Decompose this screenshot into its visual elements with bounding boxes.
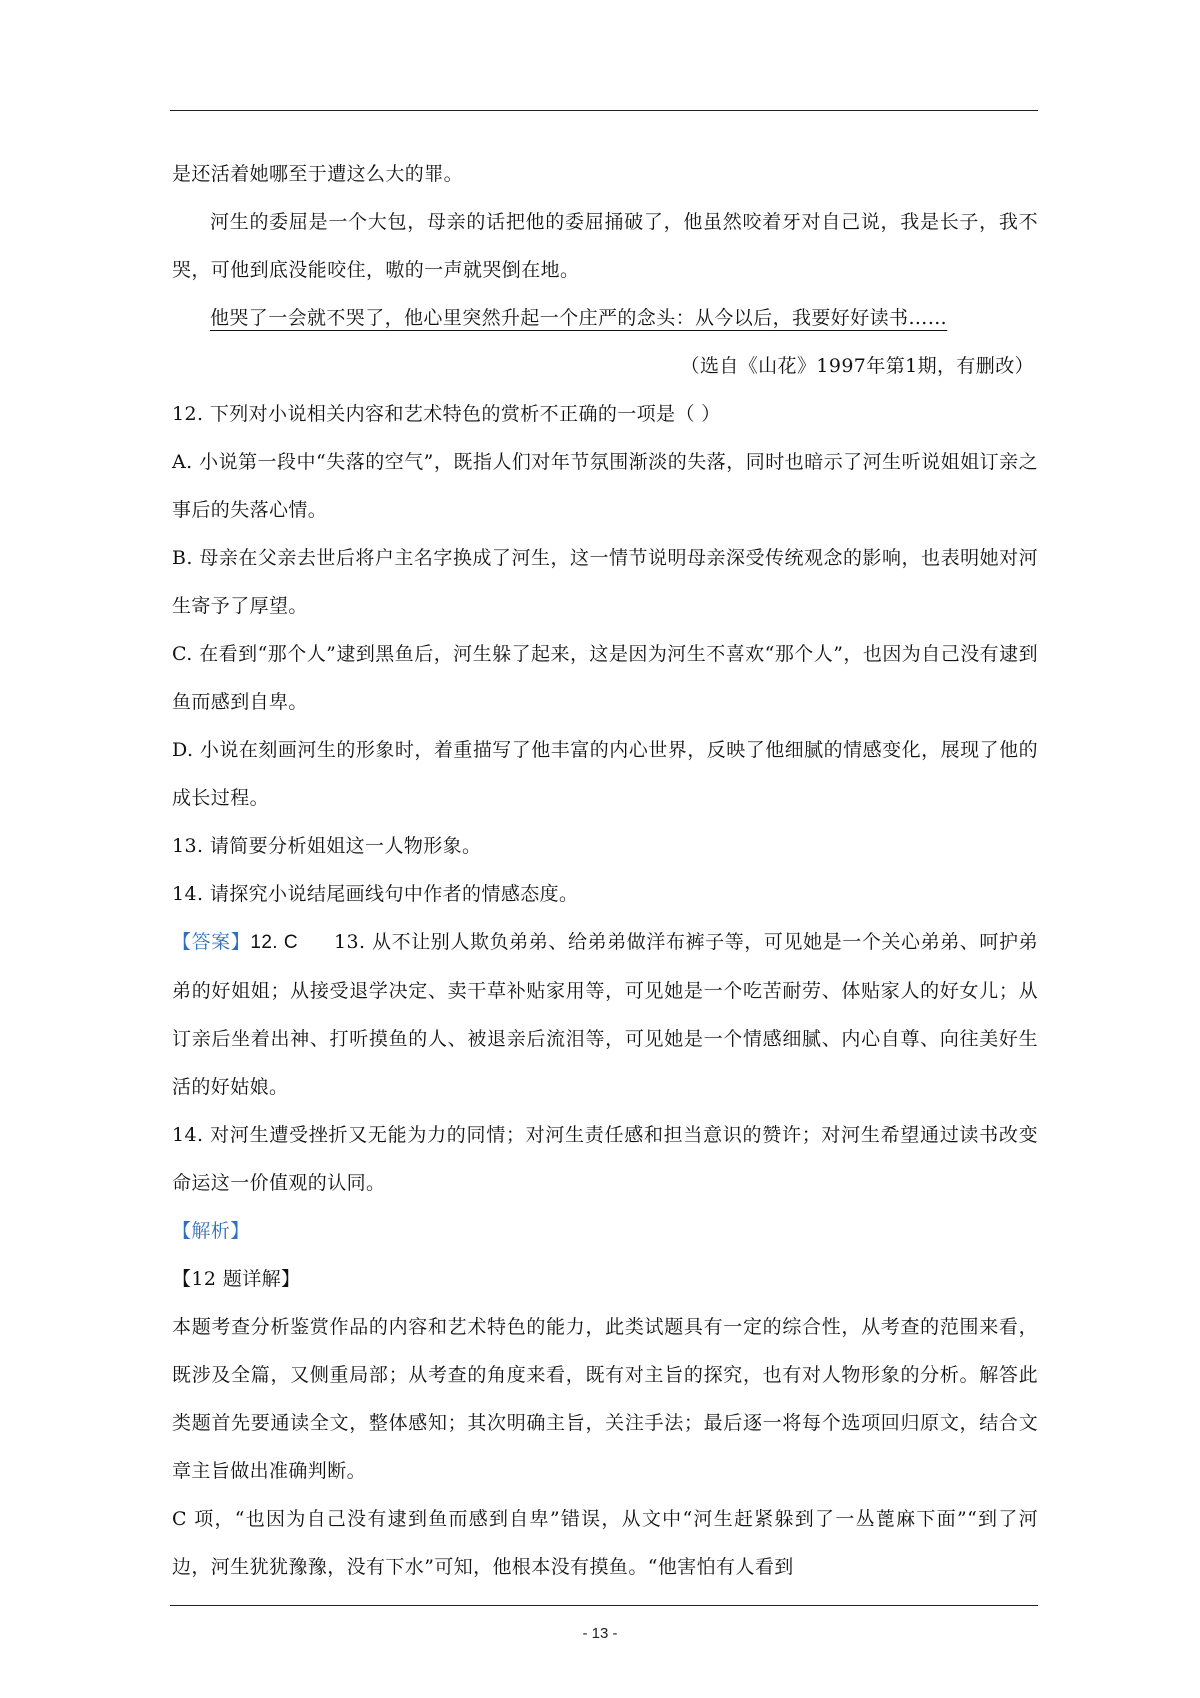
page-number: - 13 - xyxy=(582,1625,618,1642)
option-a: A. 小说第一段中“失落的空气”，既指人们对年节氛围渐淡的失落，同时也暗示了河生听说姐姐订亲之事后的失落心情。 xyxy=(172,451,1038,521)
answer-12: 12. C xyxy=(250,932,298,953)
question-12: 12. 下列对小说相关内容和艺术特色的赏析不正确的一项是（ ） xyxy=(172,403,721,425)
footer-rule xyxy=(170,1605,1038,1606)
question-13: 13. 请简要分析姐姐这一人物形象。 xyxy=(172,835,482,857)
option-d: D. 小说在刻画河生的形象时，着重描写了他丰富的内心世界，反映了他细腻的情感变化，展现了他的成长过程。 xyxy=(172,739,1038,809)
header-rule xyxy=(170,110,1038,111)
c-item-analysis: C 项，“也因为自己没有逮到鱼而感到自卑”错误，从文中“河生赶紧躲到了一丛蓖麻下面”“到了河边，河生犹犹豫豫，没有下水”可知，他根本没有摸鱼。“他害怕有人看到 xyxy=(172,1508,1038,1578)
underlined-text: 他哭了一会就不哭了，他心里突然升起一个庄严的念头：从今以后，我要好好读书…… xyxy=(210,307,948,329)
option-b: B. 母亲在父亲去世后将户主名字换成了河生，这一情节说明母亲深受传统观念的影响，也表明她对河生寄予了厚望。 xyxy=(172,547,1038,617)
answer-13: 13. 从不让别人欺负弟弟、给弟弟做洋布裤子等，可见她是一个关心弟弟、呵护弟弟的好姐姐；从接受退学决定、卖干草补贴家用等，可见她是一个吃苦耐劳、体贴家人的好女儿；从订亲后坐着出神、打听摸鱼的人、被退亲后流泪等，可见她是一个情感细腻、内心自尊、向往美好生活的好姑娘。 xyxy=(172,931,1038,1098)
page-content xyxy=(172,150,1038,1591)
answer-14: 14. 对河生遭受挫折又无能为力的同情；对河生责任感和担当意识的赞许；对河生希望通过读书改变命运这一价值观的认同。 xyxy=(172,1124,1038,1194)
passage-source: （选自《山花》1997年第1期，有删改） xyxy=(680,355,1034,377)
passage-underlined-sentence xyxy=(172,294,1038,342)
question-14: 14. 请探究小说结尾画线句中作者的情感态度。 xyxy=(172,883,579,905)
analysis-label: 【解析】 xyxy=(172,1220,250,1242)
passage-line: 是还活着她哪至于遭这么大的罪。 xyxy=(172,163,464,185)
answer-block xyxy=(172,918,1038,1111)
detail-12-label: 【12 题详解】 xyxy=(172,1268,301,1290)
option-c: C. 在看到“那个人”逮到黑鱼后，河生躲了起来，这是因为河生不喜欢“那个人”，也因为自己没有逮到鱼而感到自卑。 xyxy=(172,643,1038,713)
detail-12-text: 本题考查分析鉴赏作品的内容和艺术特色的能力，此类试题具有一定的综合性，从考查的范围来看，既涉及全篇，又侧重局部；从考查的角度来看，既有对主旨的探究，也有对人物形象的分析。解答此类题首先要通读全文，整体感知；其次明确主旨，关注手法；最后逐一将每个选项回归原文，结合文章主旨做出准确判断。 xyxy=(172,1316,1038,1482)
passage-paragraph: 河生的委屈是一个大包，母亲的话把他的委屈捅破了，他虽然咬着牙对自己说，我是长子，我不哭，可他到底没能咬住，嗷的一声就哭倒在地。 xyxy=(172,211,1038,281)
answer-label: 【答案】 xyxy=(172,931,251,953)
